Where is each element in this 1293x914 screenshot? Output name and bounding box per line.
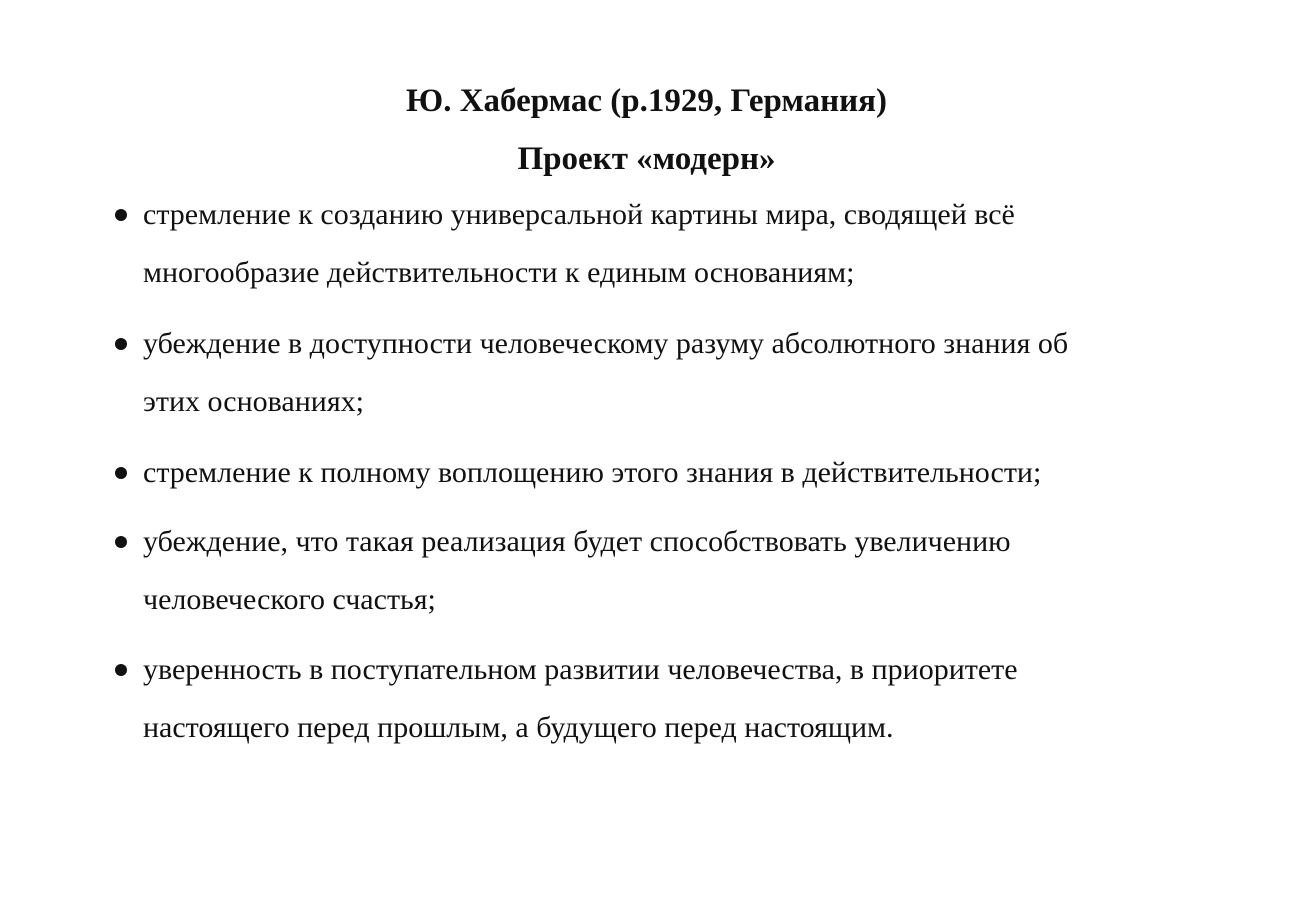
bullet-icon	[115, 467, 127, 479]
list-item-line: настоящего перед прошлым, а будущего перед настоящим.	[143, 711, 894, 744]
list-item-line: стремление к полному воплощению этого знания в действительности;	[143, 456, 1042, 489]
list-item-line: многообразие действительности к единым основаниям;	[143, 256, 855, 289]
bullet-icon	[115, 664, 127, 676]
list-item-text	[143, 641, 1233, 757]
list-item-text	[143, 513, 1233, 629]
bullet-icon	[115, 338, 127, 350]
page-title: Ю. Хабермас (р.1929, Германия)	[406, 83, 887, 119]
bullet-icon	[115, 536, 127, 548]
list-item-line: убеждение, что такая реализация будет способствовать увеличению	[143, 525, 1011, 558]
list-item-line: человеческого счастья;	[143, 583, 436, 616]
page-subtitle: Проект «модерн»	[517, 141, 776, 177]
bullet-icon	[115, 209, 127, 221]
list-item-text	[143, 315, 1233, 431]
list-item-line: этих основаниях;	[143, 385, 364, 418]
list-item-line: стремление к созданию универсальной картины мира, сводящей всё	[143, 198, 1015, 231]
list-item-text	[143, 186, 1233, 302]
list-item-text	[143, 444, 1233, 502]
list-item-line: убеждение в доступности человеческому разуму абсолютного знания об	[143, 327, 1069, 360]
list-item-line: уверенность в поступательном развитии человечества, в приоритете	[143, 653, 1018, 686]
